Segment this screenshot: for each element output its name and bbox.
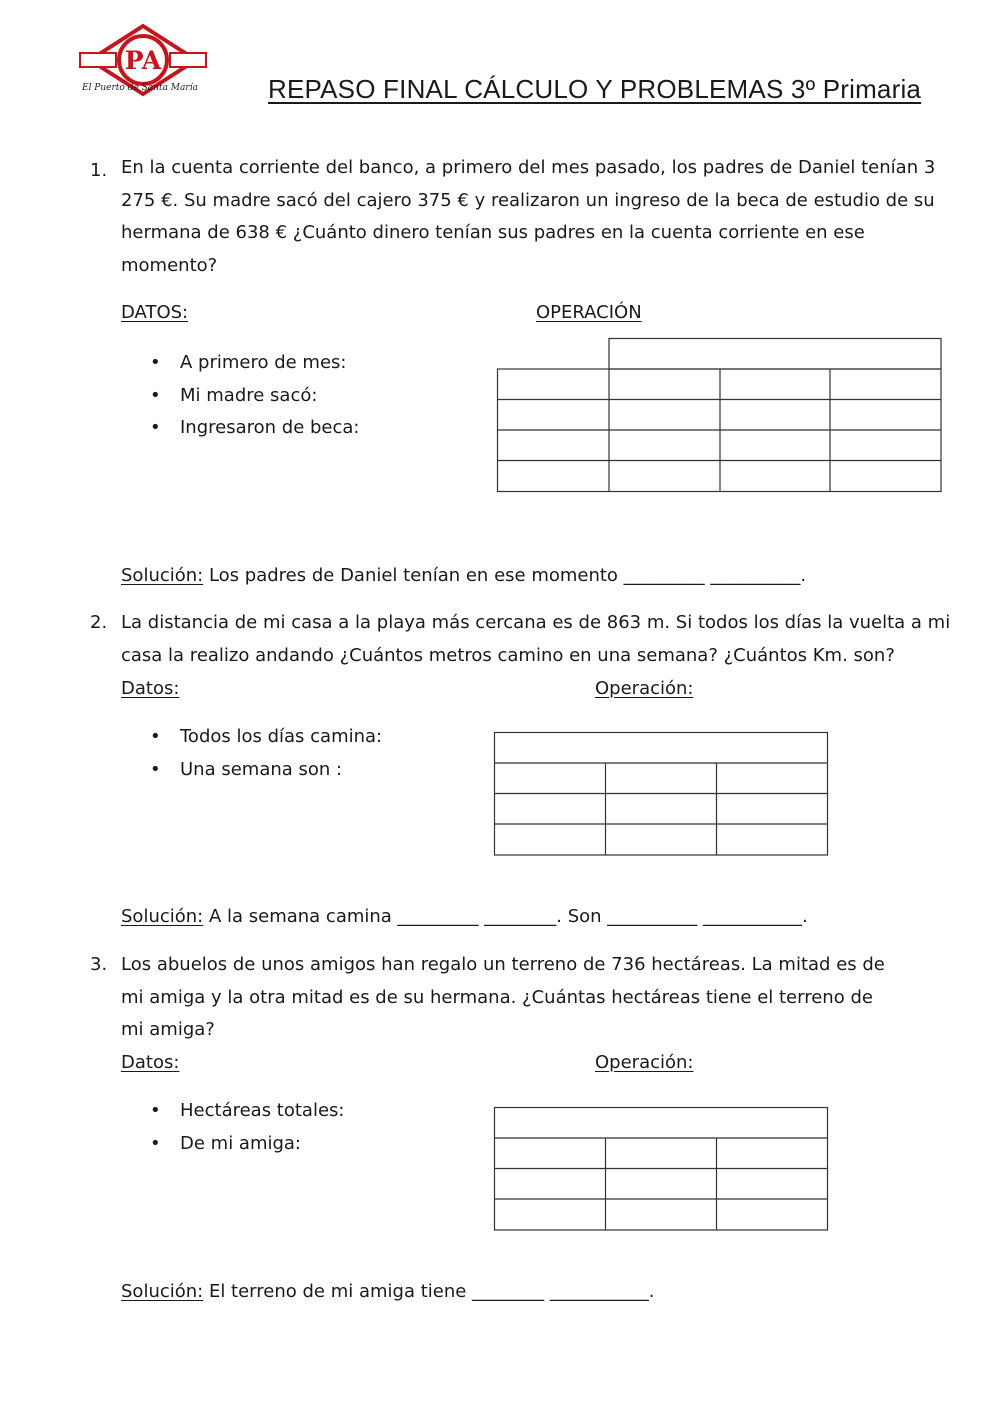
data-item: • Ingresaron de beca: xyxy=(150,412,360,445)
problem-3-text: Los abuelos de unos amigos han regalo un terreno de 736 hectáreas. La mitad es de mi amiga y la otra mitad es de su hermana. ¿Cuántas hectáreas tiene el terreno de mi amiga? xyxy=(121,954,885,1040)
problem-3-data-list xyxy=(150,1095,344,1160)
problem-1-solution xyxy=(121,565,806,586)
data-item: • Todos los días camina: xyxy=(150,721,382,754)
logo-caption: El Puerto de Santa María xyxy=(82,83,198,93)
problem-3-data-label: Datos: xyxy=(121,1052,180,1073)
data-item: • Hectáreas totales: xyxy=(150,1095,344,1128)
problem-1-operation-grid[interactable] xyxy=(496,337,944,494)
problem-2-number: 2. xyxy=(90,612,108,633)
problem-1-data-list xyxy=(150,347,360,445)
solution-text[interactable]: A la semana camina _________ ________. Son __________ ___________. xyxy=(203,906,808,927)
solution-label: Solución: xyxy=(121,906,204,927)
solution-text[interactable]: El terreno de mi amiga tiene ________ ___________. xyxy=(203,1281,655,1302)
problem-2-operation-grid[interactable] xyxy=(493,731,830,858)
data-item: • De mi amiga: xyxy=(150,1128,344,1161)
problem-3-operation-grid[interactable] xyxy=(493,1106,830,1233)
data-item: • Mi madre sacó: xyxy=(150,380,360,413)
problem-2-operation-label: Operación: xyxy=(595,678,694,699)
problem-3-solution xyxy=(121,1281,655,1302)
problem-2-data-label: Datos: xyxy=(121,678,180,699)
solution-text[interactable]: Los padres de Daniel tenían en ese momento _________ __________. xyxy=(203,565,807,586)
problem-2-solution xyxy=(121,906,808,927)
problem-3-operation-label: Operación: xyxy=(595,1052,694,1073)
problem-1-operation-label: OPERACIÓN xyxy=(536,302,642,323)
page-title: REPASO FINAL CÁLCULO Y PROBLEMAS 3º Primaria xyxy=(268,74,922,104)
problem-1-data-label: DATOS: xyxy=(121,302,189,323)
problem-2-text: La distancia de mi casa a la playa más cercana es de 863 m. Si todos los días la vuelta a mi casa la realizo andando ¿Cuántos metros camino en una semana? ¿Cuántos Km. son? xyxy=(121,612,951,666)
data-item: • Una semana son : xyxy=(150,754,382,787)
problem-2-data-list xyxy=(150,721,382,786)
data-item: • A primero de mes: xyxy=(150,347,360,380)
solution-label: Solución: xyxy=(121,565,204,586)
problem-1-text: En la cuenta corriente del banco, a primero del mes pasado, los padres de Daniel tenían 3 275 €. Su madre sacó del cajero 375 € y realizaron un ingreso de la beca de estudio de su hermana de 638 € ¿Cuánto dinero tenían sus padres en la cuenta corriente en ese momento? xyxy=(121,157,936,276)
problem-3-number: 3. xyxy=(90,954,108,975)
problem-1-number: 1. xyxy=(90,160,108,181)
solution-label: Solución: xyxy=(121,1281,204,1302)
logo-monogram: PA xyxy=(124,46,162,75)
